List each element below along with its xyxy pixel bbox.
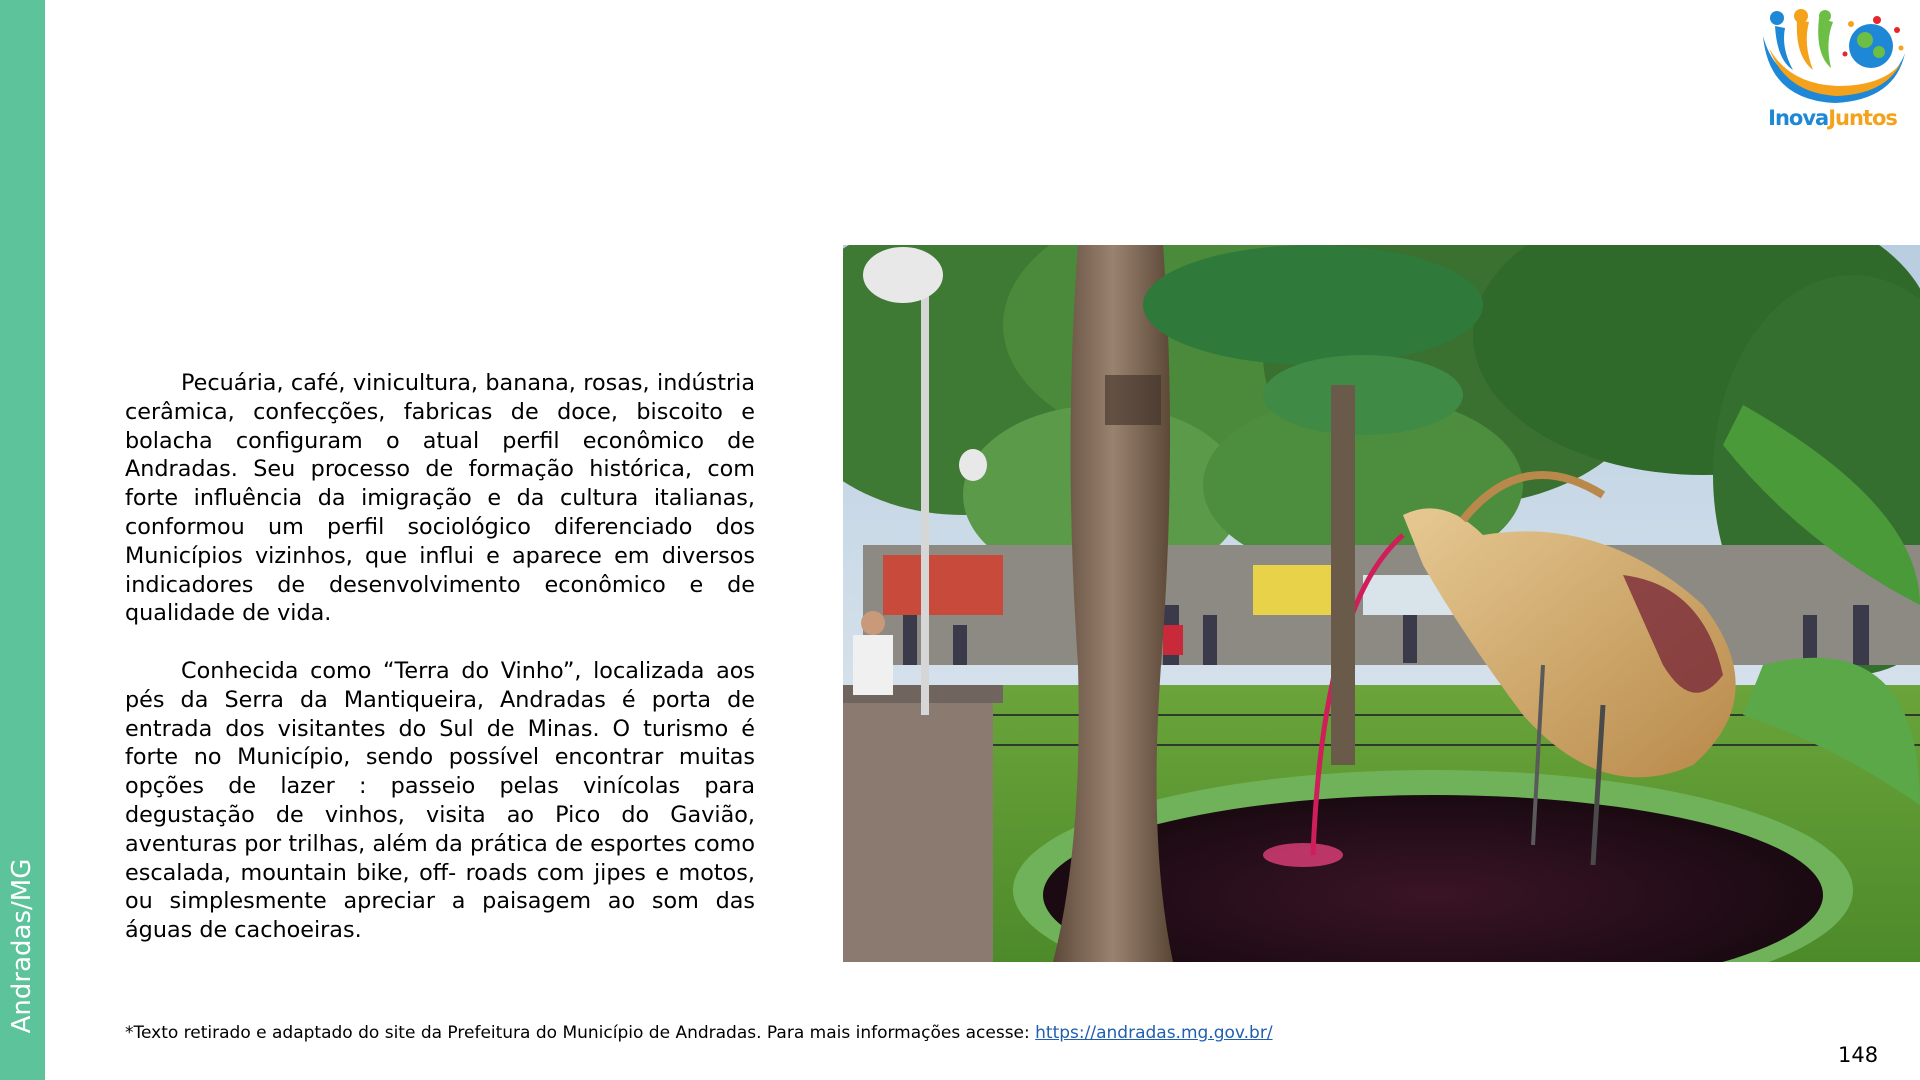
wine-fountain-photo bbox=[843, 245, 1920, 962]
inova-juntos-logo bbox=[1755, 8, 1910, 138]
paragraph: Conhecida como “Terra do Vinho”, localizada aos pés da Serra da Mantiqueira, Andradas é porta de entrada dos visitantes do Sul de Minas. O turismo é forte no Município, sendo possível encontrar muitas opções de lazer : passeio pelas vinícolas para degustação de vinhos, visita ao Pico do Gavião, aventuras por trilhas, além da prática de esportes como escalada, mountain bike, off- roads com jipes e motos, ou simplesmente apreciar a paisagem ao som das águas de cachoeiras. bbox=[125, 657, 755, 944]
page-number: 148 bbox=[1838, 1043, 1879, 1067]
sidebar-label: Andradas/MG bbox=[7, 858, 37, 1034]
footnote bbox=[125, 1023, 1273, 1043]
municipality-website-link[interactable]: https://andradas.mg.gov.br/ bbox=[1035, 1023, 1273, 1043]
sidebar bbox=[0, 0, 45, 1080]
logo-wordmark: InovaJuntos bbox=[1768, 106, 1897, 130]
logo-emblem-icon bbox=[1755, 8, 1910, 110]
paragraph: Pecuária, café, vinicultura, banana, rosas, indústria cerâmica, confecções, fabricas de doce, biscoito e bolacha configuram o atual perfil econômico de Andradas. Seu processo de formação histórica, com forte influência da imigração e da cultura italianas, conformou um perfil sociológico diferenciado dos Municípios vizinhos, que influi e aparece em diversos indicadores de desenvolvimento econômico e de qualidade de vida. bbox=[125, 370, 755, 627]
body-text bbox=[125, 369, 755, 945]
footnote-text: *Texto retirado e adaptado do site da Prefeitura do Município de Andradas. Para mais informações acesse: bbox=[125, 1023, 1036, 1043]
